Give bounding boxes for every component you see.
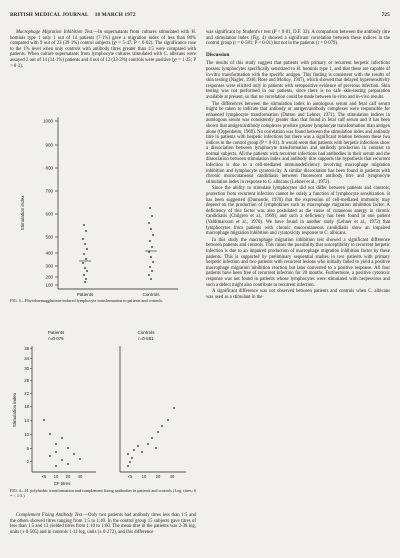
svg-text:2: 2: [26, 459, 29, 464]
figure-2: [10, 328, 196, 508]
svg-text:10: 10: [141, 474, 147, 479]
svg-text:40: 40: [169, 474, 175, 479]
svg-text:10: 10: [24, 432, 29, 437]
discussion-p2: The differences between the stimulation index in autologous serum and fetal calf serum might be taken to indicate that antibody or antigen/antibody complexes were responsible for enhanced lymphocyte transformation (Dutton and Lehner, 1971). The stimulation indices in autologous serum was consistently greater than that found in fetal calf serum and it has been shown that antigen/antibody complexes produce greater lymphocyte transformation than antigen alone (Oppenheim, 1969). No correlation was found between the stimulation index and antibody titre in patients with herpetic infections but there was a significant relation between these two indices in the control group (P < 0·01). It would seem that patients with herpetic infections show a dissociation between lymphocyte transformation and antibody production in contrast to normal subjects. All the patients with recurrent infections had antibodies in their serum and the dissociation between stimulation index and antibody titre supports the hypothesis that recurrent infection is due to a cell-mediated immunodeficiency involving macrophage migration inhibition and lymphocyte cytotoxicity. A similar dissociation has been found in patients with chronic mucocutaneous candidiasis between fluorescent antibody titre and lymphocyte stimulation index in response to C. albicans (Lehner et al., 1972).: [206, 101, 390, 185]
figure-2-patient-points: [43, 419, 81, 467]
svg-text:<5: <5: [41, 474, 47, 479]
figure-2-y-label: Stimulation index: [12, 392, 17, 428]
svg-text:6: 6: [26, 446, 29, 451]
svg-text:20: 20: [65, 474, 71, 479]
figure-2-plot: [10, 328, 196, 488]
svg-text:20: 20: [155, 474, 161, 479]
svg-text:800: 800: [45, 165, 53, 171]
svg-text:600: 600: [45, 211, 53, 217]
discussion-heading: Discussion: [206, 51, 230, 58]
figure-1-plot: [10, 113, 196, 308]
figure-1-y-label: Stimulation index: [20, 195, 25, 231]
svg-text:700: 700: [45, 188, 53, 194]
figure-1-x-controls: Controls: [142, 292, 160, 297]
svg-text:40: 40: [77, 474, 83, 479]
figure-2-caption: FIG. 4—H. polyhedric transformation and complement fixing antibodies in patients and controls (Log. titres; 0 = < 1:5.): [10, 488, 196, 498]
figure-2-group-patients: Patients: [47, 330, 65, 335]
svg-text:900: 900: [45, 142, 53, 148]
svg-text:10: 10: [53, 474, 59, 479]
svg-text:500: 500: [45, 234, 53, 240]
left-column-text: [10, 30, 196, 70]
svg-text:300: 300: [45, 263, 53, 269]
figure-1: [10, 113, 196, 308]
figure-1-patient-points: [82, 224, 88, 283]
page-number: 725: [381, 12, 390, 18]
svg-text:18: 18: [24, 404, 29, 409]
figure-1-x-patients: Patients: [76, 292, 94, 297]
right-intro: was significant by Student's t test (P < 0·01, D.F. 32). A comparison between the antibody titre and stimulation index (Fig. 4) showed a significant correlation between these indices in the control group (r = 0·581; P < 0·01) but not in the patients (r = 0·079).: [206, 30, 390, 47]
discussion-p5: A significant difference was not observed between patients and controls when C. albicans was used as a stimulant in the: [206, 289, 390, 300]
header-journal-date: BRITISH MEDICAL JOURNAL 18 MARCH 1972: [10, 12, 136, 18]
svg-text:200: 200: [45, 274, 53, 280]
discussion-p3: Since the ability to stimulate lymphocytes did not differ between patients and controls, protection from recurrent infection cannot be solely a function of lymphocyte sensitization. It has been suggested (Dumonde, 1970) that the expression of cell-mediated immunity may depend on the production of lymphokines such as macrophage migration inhibition factor. A deficiency of this factor was also postulated as the cause of cutaneous anergy in chronic candidiasis (Chilgren et al., 1969), and such a deficiency has been found in one patient (Valdimarsson et al., 1970). We have found in another study (Lehner et al., 1972) that lymphocytes from patients with chronic mucocutaneous candidiasis show an impaired macrophage migration inhibition and cytotoxicity response to C. albicans.: [206, 186, 390, 237]
figure-1-caption: FIG. 5—Phytohaemagglutinin-induced lymphocyte transformation in patients and controls.: [10, 298, 164, 303]
complement-fixing-paragraph: Complement Fixing Antibody Test.—Only two patients had antibody titres less than 1:5 and the others showed titres ranging from 1:5 to 1:40. In the control group 15 subjects gave titres of less than 1:5 and 13 yielded titres from 1:10 to 1:60. The mean titre in the patients was 2·38 log, units (± 0·505) and in controls 1·11 log, units (± 0·272), and this difference: [10, 513, 196, 535]
svg-text:22: 22: [24, 391, 29, 396]
figure-2-group-controls: Controls: [137, 330, 155, 335]
svg-text:26: 26: [24, 378, 29, 383]
svg-text:400: 400: [45, 250, 53, 256]
figure-1-control-points: [148, 207, 154, 280]
discussion-p4: In this study the macrophage migration inhibition test showed a significant difference between patients and controls. This raises the possibility that susceptibility to recurrent herpetic infection is due to an impaired production of macrophage migration inhibition factor by these patients. This is supported by preliminary sequential studies in two patients with primary herpetic infection and two patients with recurrent lesions who initially failed to yield a positive macrophage migration inhibition reaction but later converted to a positive response. All four patients have been free of recurrent infection for 20 months. Furthermore, a positive cytotoxic response was not found in patients whose lymphocytes were stimulated with herpesvirus and such a defect might also contribute to recurrent infection.: [206, 237, 390, 288]
svg-text:1000: 1000: [42, 118, 53, 124]
right-column-text: [206, 30, 390, 301]
svg-text:30: 30: [24, 366, 29, 371]
svg-text:34: 34: [24, 356, 29, 361]
running-header: [8, 12, 392, 22]
svg-text:14: 14: [24, 418, 29, 423]
svg-text:100: 100: [45, 282, 53, 288]
svg-text:38: 38: [24, 346, 29, 351]
svg-text:<5: <5: [127, 474, 133, 479]
figure-2-stat-patients: r=0·079: [48, 336, 64, 341]
figure-2-x-label: CF titres: [53, 481, 71, 486]
figure-2-stat-controls: r=0·581: [138, 336, 154, 341]
discussion-p1: The results of this study suggest that patients with primary or recurrent herpetic infections possess lymphocytes specifically sensitized to H. hominis type 1, and that these are capable of in-vitro transformation with the specific antigen. This finding is consistent with the results of skin testing (Nagler, 1946; Rose and Molloy, 1947), which showed that delayed hypersensitivity responses were elicited only in patients with seropositive evidence of previous infection. Skin testing was not performed in our patients, since there is no safe skin-testing preparation available at present, so that no correlation could be made between in-vitro and in-vivo results.: [206, 61, 390, 100]
macrophage-paragraph: Macrophage Migration Inhibition Test.—In supernatants from cultures stimulated with H. hominis type 1 only 1 out of 14 patients (7·1%) gave a migration index of less than 80% compared with 9 out of 23 (39·1%) control subjects (χ² = 5·47; P < 0·02). The significance rose to the 1% level when only controls with antibody titres greater than 1:5 were compared with patients. When culture supernatants from lymphocyte cultures stimulated with C. albicans were assayed 2 out of 14 (14·1%) patients and 4 out of 12 (33·3%) controls were positive (χ² = 1·25; P > 0·3).: [10, 30, 197, 69]
figure-2-control-points: [127, 407, 175, 467]
